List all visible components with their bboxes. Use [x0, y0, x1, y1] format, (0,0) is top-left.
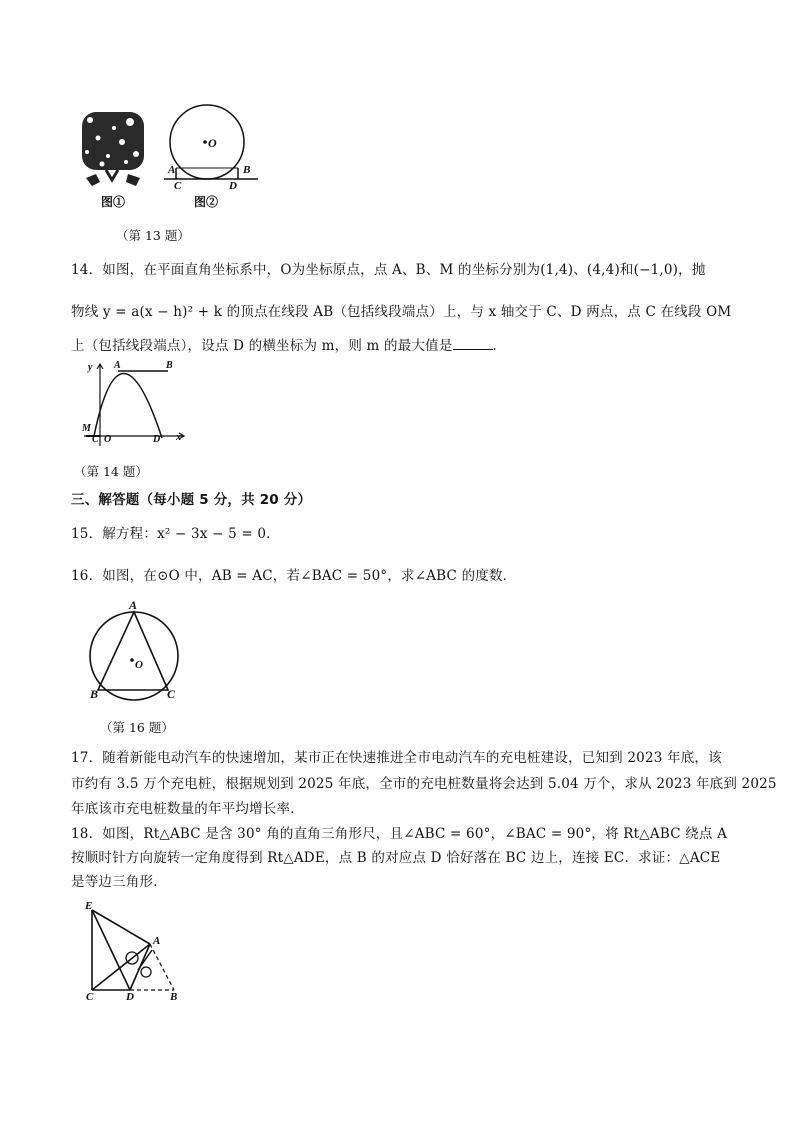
figure-14-caption: （第 14 题） — [74, 464, 148, 479]
fig13-label-1: 图① — [101, 195, 126, 209]
fig16-label-B: B — [90, 687, 99, 701]
fig14-label-y: y — [88, 362, 93, 373]
fig18-label-C: C — [86, 991, 94, 1003]
fig18-label-D: D — [126, 991, 134, 1003]
q18-line-3: 是等边三角形． — [71, 874, 167, 890]
section-3-heading: 三、解答题（每小题 5 分，共 20 分） — [71, 492, 312, 508]
fig14-label-x: x — [176, 432, 181, 443]
fig14-label-M: M — [82, 423, 91, 434]
q14-line-3-text: 上（包括线段端点），设点 D 的横坐标为 m，则 m 的最大值是 — [71, 338, 453, 354]
fig13-point-C: C — [174, 180, 182, 192]
q14-line-1: 14．如图，在平面直角坐标系中，O为坐标原点，点 A、B、M 的坐标分别为(1,4)、(4,4)和(−1,0)，抛 — [71, 262, 706, 278]
fig14-label-C: C — [92, 434, 99, 445]
fig14-label-A: A — [114, 360, 121, 371]
fig16-label-C: C — [167, 687, 176, 701]
fig14-label-D: D — [153, 434, 161, 445]
fig18-label-E: E — [85, 900, 93, 912]
fig13-point-A: A — [168, 164, 176, 176]
q14-line-2: 物线 y = a(x − h)² + k 的顶点在线段 AB（包括线段端点）上，与 x 轴交于 C、D 两点，点 C 在线段 OM — [71, 304, 732, 320]
figure-13-photo — [78, 108, 150, 200]
q17-line-3: 年底该市充电桩数量的年平均增长率． — [71, 801, 304, 817]
q14-line-3 — [71, 334, 506, 354]
fig13-point-O: O — [208, 136, 217, 150]
answer-blank — [453, 337, 493, 350]
q14-line-3-end: ． — [492, 338, 507, 354]
fig13-point-D: D — [229, 180, 237, 192]
fig16-label-A: A — [129, 598, 138, 612]
fig16-label-O: O — [135, 659, 143, 671]
fig14-label-O: O — [104, 434, 112, 445]
fig18-label-B: B — [170, 991, 178, 1003]
fig18-label-A: A — [153, 935, 161, 947]
q17-line-2: 市约有 3.5 万个充电桩，根据规划到 2025 年底，全市的充电桩数量将会达到 5.04 万个，求从 2023 年底到 2025 — [71, 776, 777, 792]
figure-16-caption: （第 16 题） — [100, 720, 174, 735]
fig13-point-B: B — [243, 164, 251, 176]
q17-line-1: 17．随着新能电动汽车的快速增加，某市正在快速推进全市电动汽车的充电桩建设，已知到 2023 年底，该 — [71, 750, 722, 766]
q18-line-2: 按顺时针方向旋转一定角度得到 Rt△ADE，点 B 的对应点 D 恰好落在 BC 边上，连接 EC．求证：△ACE — [71, 850, 721, 866]
fig14-label-B: B — [166, 360, 173, 371]
figure-13-caption: （第 13 题） — [116, 228, 190, 243]
fig13-label-2: 图② — [194, 195, 219, 209]
q15-text: 15．解方程：x² − 3x − 5 = 0． — [71, 526, 280, 542]
q18-line-1: 18．如图，Rt△ABC 是含 30° 角的直角三角形尺，且∠ABC = 60°，∠BAC = 90°，将 Rt△ABC 绕点 A — [71, 826, 728, 842]
q16-text: 16．如图，在⊙O 中，AB = AC，若∠BAC = 50°，求∠ABC 的度数． — [71, 568, 517, 584]
